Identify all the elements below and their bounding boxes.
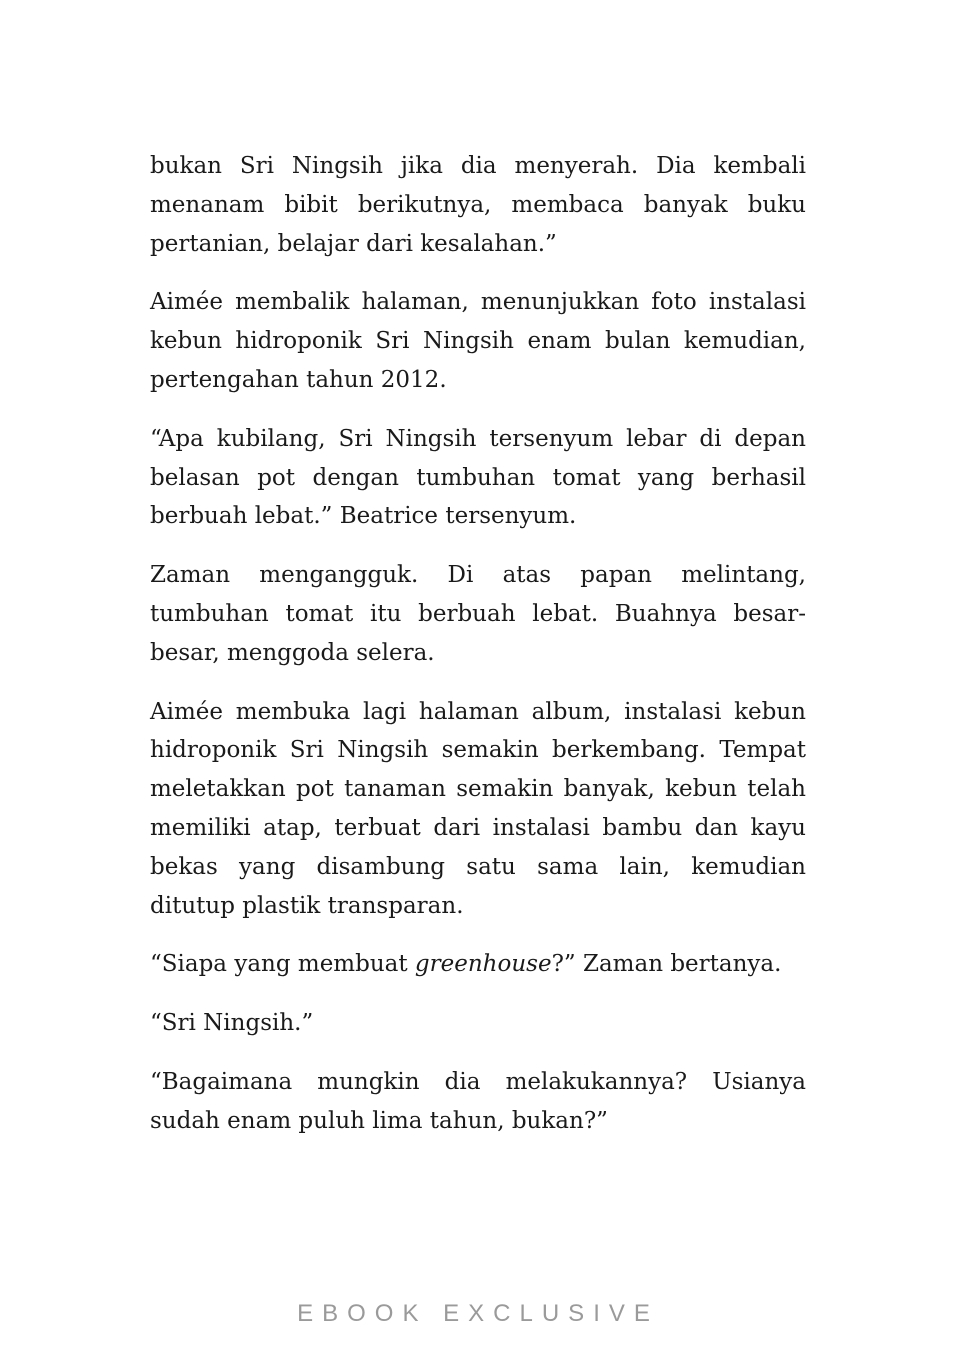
paragraph-7: “Sri Ningsih.” bbox=[150, 1010, 314, 1037]
paragraph-1: bukan Sri Ningsih jika dia menyerah. Dia kembali menanam bibit berikutnya, membaca banyak buku pertanian, belajar dari kesalahan.” bbox=[150, 153, 806, 257]
footer-label: EBOOK EXCLUSIVE bbox=[297, 1300, 659, 1327]
paragraph-5: Aimée membuka lagi halaman album, instalasi kebun hidroponik Sri Ningsih semakin berkembang. Tempat meletakkan pot tanaman semakin banyak, kebun telah memiliki atap, terbuat dari instalasi bambu dan kayu bekas yang disambung satu sama lain, kemudian ditutup plastik transparan. bbox=[150, 698, 806, 919]
italic-word: greenhouse bbox=[414, 951, 552, 978]
dialogue-end: ?” Zaman bertanya. bbox=[551, 951, 782, 978]
paragraph-2: Aimée membalik halaman, menunjukkan foto instalasi kebun hidroponik Sri Ningsih enam bulan kemudian, pertengahan tahun 2012. bbox=[150, 289, 806, 393]
page-body bbox=[150, 147, 806, 1161]
paragraph-8: “Bagaimana mungkin dia melakukannya? Usianya sudah enam puluh lima tahun, bukan?” bbox=[150, 1068, 806, 1134]
dialogue-start: “Siapa yang membuat bbox=[150, 951, 415, 978]
paragraph-6 bbox=[150, 945, 806, 984]
paragraph-4: Zaman mengangguk. Di atas papan melintang, tumbuhan tomat itu berbuah lebat. Buahnya besar-besar, menggoda selera. bbox=[150, 562, 806, 666]
paragraph-3: “Apa kubilang, Sri Ningsih tersenyum lebar di depan belasan pot dengan tumbuhan tomat yang berhasil berbuah lebat.” Beatrice tersenyum. bbox=[150, 425, 806, 530]
